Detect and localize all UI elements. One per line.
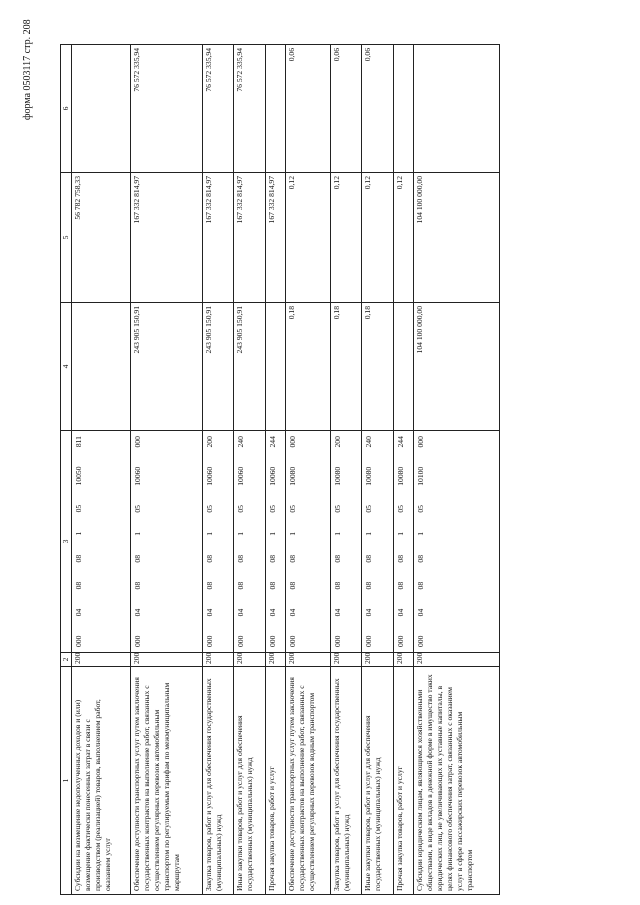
row-col4-amount: [265, 303, 285, 431]
budget-code-parts: [332, 432, 344, 651]
row-budget-code: [362, 431, 393, 653]
budget-code-part: 000: [416, 436, 426, 448]
row-col6-amount: [393, 45, 413, 173]
row-col6-amount: [72, 45, 131, 173]
budget-code-part: 05: [267, 505, 277, 513]
budget-code-part: 1: [74, 531, 84, 536]
budget-code-part: 04: [236, 608, 246, 617]
budget-code-part: 05: [74, 504, 84, 513]
budget-code-part: 811: [74, 436, 84, 448]
budget-code-part: 05: [395, 505, 405, 513]
budget-code-part: 08: [132, 581, 142, 590]
budget-code-part: 05: [288, 505, 297, 513]
row-line-code: 200: [234, 653, 265, 667]
budget-code-part: 08: [332, 554, 342, 563]
row-budget-code: [202, 431, 233, 653]
budget-code-parts: [415, 432, 427, 651]
row-col6-amount: [265, 45, 285, 173]
row-budget-code: [393, 431, 413, 653]
row-col4-amount: 0,18: [286, 303, 331, 431]
budget-code-part: 08: [416, 581, 426, 590]
row-name: Закупка товаров, работ и услуг для обеспечения государственных (муниципальных) нужд: [202, 667, 233, 895]
budget-code-part: 000: [204, 635, 214, 647]
row-line-code: 200: [393, 653, 413, 667]
row-col5-amount: 0,12: [330, 173, 361, 303]
row-name: Прочая закупка товаров, работ и услуг: [265, 667, 285, 895]
budget-code-part: 10060: [267, 466, 277, 486]
budget-code-part: 000: [364, 635, 374, 647]
budget-code-part: 10050: [74, 466, 84, 486]
budget-code-part: 08: [395, 554, 405, 563]
budget-code-part: 000: [74, 635, 84, 647]
row-col5-amount: 0,12: [393, 173, 413, 303]
row-name: Иные закупки товаров, работ и услуг для обеспечения государственных (муниципальных) нужд: [362, 667, 393, 895]
budget-code-part: 08: [74, 581, 84, 590]
budget-code-part: 000: [395, 635, 405, 647]
row-budget-code: [234, 431, 265, 653]
table-row: [362, 45, 393, 895]
budget-code-part: 244: [395, 436, 405, 448]
row-col5-amount: 104 100 000,00: [414, 173, 500, 303]
budget-code-part: 1: [204, 531, 214, 536]
row-col4-amount: 243 905 150,91: [234, 303, 265, 431]
rotated-page: [60, 45, 500, 895]
row-col4-amount: [72, 303, 131, 431]
row-col4-amount: 243 905 150,91: [130, 303, 202, 431]
budget-code-part: 08: [288, 581, 297, 590]
budget-code-part: 04: [74, 608, 84, 617]
budget-code-part: 000: [236, 635, 246, 647]
budget-code-part: 000: [288, 635, 297, 647]
row-name: Закупка товаров, работ и услуг для обеспечения государственных (муниципальных) нужд: [330, 667, 361, 895]
budget-code-part: 04: [332, 608, 342, 617]
row-col5-amount: 167 332 814,97: [130, 173, 202, 303]
table-row: [202, 45, 233, 895]
row-budget-code: [414, 431, 500, 653]
budget-code-part: 000: [332, 635, 342, 647]
row-col5-amount: 167 332 814,97: [202, 173, 233, 303]
budget-code-part: 04: [204, 608, 214, 617]
budget-code-part: 10060: [236, 466, 246, 486]
budget-code-part: 08: [364, 554, 374, 563]
row-col6-amount: 0,06: [286, 45, 331, 173]
budget-code-part: 10060: [204, 466, 214, 486]
budget-code-part: 000: [416, 635, 426, 647]
header-row: [61, 45, 72, 895]
budget-table: [60, 44, 500, 895]
budget-code-part: 10080: [364, 466, 374, 486]
budget-code-part: 04: [288, 608, 297, 617]
row-col4-amount: 0,18: [362, 303, 393, 431]
row-col5-amount: 0,12: [286, 173, 331, 303]
row-line-code: 200: [286, 653, 331, 667]
budget-code-part: 1: [332, 531, 342, 536]
header-col-6: 6: [61, 45, 72, 173]
row-col5-amount: 167 332 814,97: [234, 173, 265, 303]
table-row: [72, 45, 131, 895]
budget-code-part: 000: [132, 635, 142, 647]
header-col-1: 1: [61, 667, 72, 895]
budget-code-part: 000: [288, 436, 297, 448]
budget-code-part: 08: [132, 554, 142, 563]
row-line-code: 200: [130, 653, 202, 667]
row-name: Прочая закупка товаров, работ и услуг: [393, 667, 413, 895]
row-col5-amount: 167 332 814,97: [265, 173, 285, 303]
table-row: [234, 45, 265, 895]
budget-code-part: 04: [267, 608, 277, 617]
row-budget-code: [265, 431, 285, 653]
row-line-code: 200: [202, 653, 233, 667]
row-line-code: 200: [414, 653, 500, 667]
budget-code-part: 1: [288, 531, 297, 536]
budget-code-part: 1: [132, 531, 142, 536]
row-line-code: 200: [265, 653, 285, 667]
row-name: Субсидии на возмещение недополученных доходов и (или) возмещение фактически понесенных затрат в связи с производством (реализацией) товаров, выполнением работ, оказанием услуг: [72, 667, 131, 895]
row-name: Иные закупки товаров, работ и услуг для обеспечения государственных (муниципальных) нужд: [234, 667, 265, 895]
table-row: [393, 45, 413, 895]
budget-code-parts: [267, 432, 279, 651]
row-line-code: 200: [330, 653, 361, 667]
table-row: [265, 45, 285, 895]
budget-code-part: 08: [236, 554, 246, 563]
row-col4-amount: 104 100 000,00: [414, 303, 500, 431]
budget-code-part: 10100: [416, 466, 426, 486]
row-col6-amount: 0,06: [330, 45, 361, 173]
row-name: Обеспечение доступности транспортных услуг путем заключения государственных контрактов на выполнение работ, связанных с осуществлением регулярных перевозок автомобильным транспортом по регулируемым тарифам по межмуниципальным маршрутам: [130, 667, 202, 895]
budget-code-part: 000: [132, 436, 142, 448]
budget-code-parts: [132, 432, 144, 651]
budget-code-parts: [73, 432, 85, 651]
row-col5-amount: 56 782 758,33: [72, 173, 131, 303]
row-col6-amount: 0,06: [362, 45, 393, 173]
budget-code-part: 08: [204, 554, 214, 563]
budget-code-part: 08: [74, 554, 84, 563]
budget-code-part: 1: [364, 531, 374, 536]
budget-code-part: 240: [236, 436, 246, 448]
budget-code-part: 000: [267, 635, 277, 647]
header-col-5: 5: [61, 173, 72, 303]
budget-code-part: 10080: [288, 466, 297, 486]
budget-code-parts: [363, 432, 375, 651]
budget-code-part: 08: [332, 581, 342, 590]
budget-code-part: 200: [204, 436, 214, 448]
budget-code-part: 08: [267, 554, 277, 563]
row-col4-amount: 243 905 150,91: [202, 303, 233, 431]
row-col6-amount: 76 572 335,94: [130, 45, 202, 173]
budget-code-part: 05: [236, 505, 246, 513]
table-body: [72, 45, 500, 895]
budget-code-part: 1: [236, 531, 246, 536]
row-budget-code: [130, 431, 202, 653]
row-col4-amount: [393, 303, 413, 431]
header-col-4: 4: [61, 303, 72, 431]
budget-code-part: 1: [416, 531, 426, 536]
budget-code-parts: [204, 432, 216, 651]
budget-code-parts: [287, 432, 299, 651]
budget-code-parts: [235, 432, 247, 651]
budget-code-part: 08: [395, 581, 405, 590]
row-col6-amount: 76 572 335,94: [202, 45, 233, 173]
table-row: [286, 45, 331, 895]
row-col5-amount: 0,12: [362, 173, 393, 303]
budget-code-part: 10080: [332, 466, 342, 486]
budget-code-part: 05: [416, 505, 426, 513]
budget-code-part: 1: [395, 531, 405, 536]
budget-code-part: 04: [132, 608, 142, 617]
budget-code-part: 04: [364, 608, 374, 617]
row-budget-code: [286, 431, 331, 653]
row-name: Обеспечение доступности транспортных услуг путем заключения государственных контрактов на выполнение работ, связанных с осуществлением регулярных перевозок водным транспортом: [286, 667, 331, 895]
budget-code-part: 08: [204, 581, 214, 590]
budget-code-part: 05: [204, 505, 214, 513]
budget-code-part: 08: [267, 581, 277, 590]
header-col-2: 2: [61, 653, 72, 667]
budget-code-part: 08: [364, 581, 374, 590]
header-col-3: 3: [61, 431, 72, 653]
table-row: [330, 45, 361, 895]
form-number-label: форма 0503117 стр. 208: [22, 19, 33, 120]
table-row: [130, 45, 202, 895]
budget-code-part: 08: [236, 581, 246, 590]
budget-code-part: 05: [332, 505, 342, 513]
row-budget-code: [330, 431, 361, 653]
budget-code-part: 04: [395, 608, 405, 617]
table-row: [414, 45, 500, 895]
row-budget-code: [72, 431, 131, 653]
budget-code-part: 08: [288, 554, 297, 563]
budget-code-part: 10060: [132, 466, 142, 486]
row-col6-amount: [414, 45, 500, 173]
budget-code-part: 10080: [395, 466, 405, 486]
budget-code-part: 240: [364, 436, 374, 448]
budget-code-part: 04: [416, 608, 426, 617]
row-name: Субсидии юридическим лицам, являющимся хозяйственными обществами, в виде вкладов в денежной форме в имущество таких юридических лиц, не увеличивающих их уставные капиталы, в целях финансового обеспечения затрат, связанных с оказанием услуг в сфере пассажирских перевозок автомобильным транспортом: [414, 667, 500, 895]
row-line-code: 200: [72, 653, 131, 667]
budget-code-part: 1: [267, 531, 277, 536]
budget-code-part: 244: [267, 436, 277, 448]
row-line-code: 200: [362, 653, 393, 667]
row-col4-amount: 0,18: [330, 303, 361, 431]
budget-code-part: 05: [132, 505, 142, 513]
budget-code-part: 05: [364, 505, 374, 513]
budget-code-part: 200: [332, 436, 342, 448]
row-col6-amount: 76 572 335,94: [234, 45, 265, 173]
budget-code-parts: [395, 432, 407, 651]
budget-code-part: 08: [416, 554, 426, 563]
